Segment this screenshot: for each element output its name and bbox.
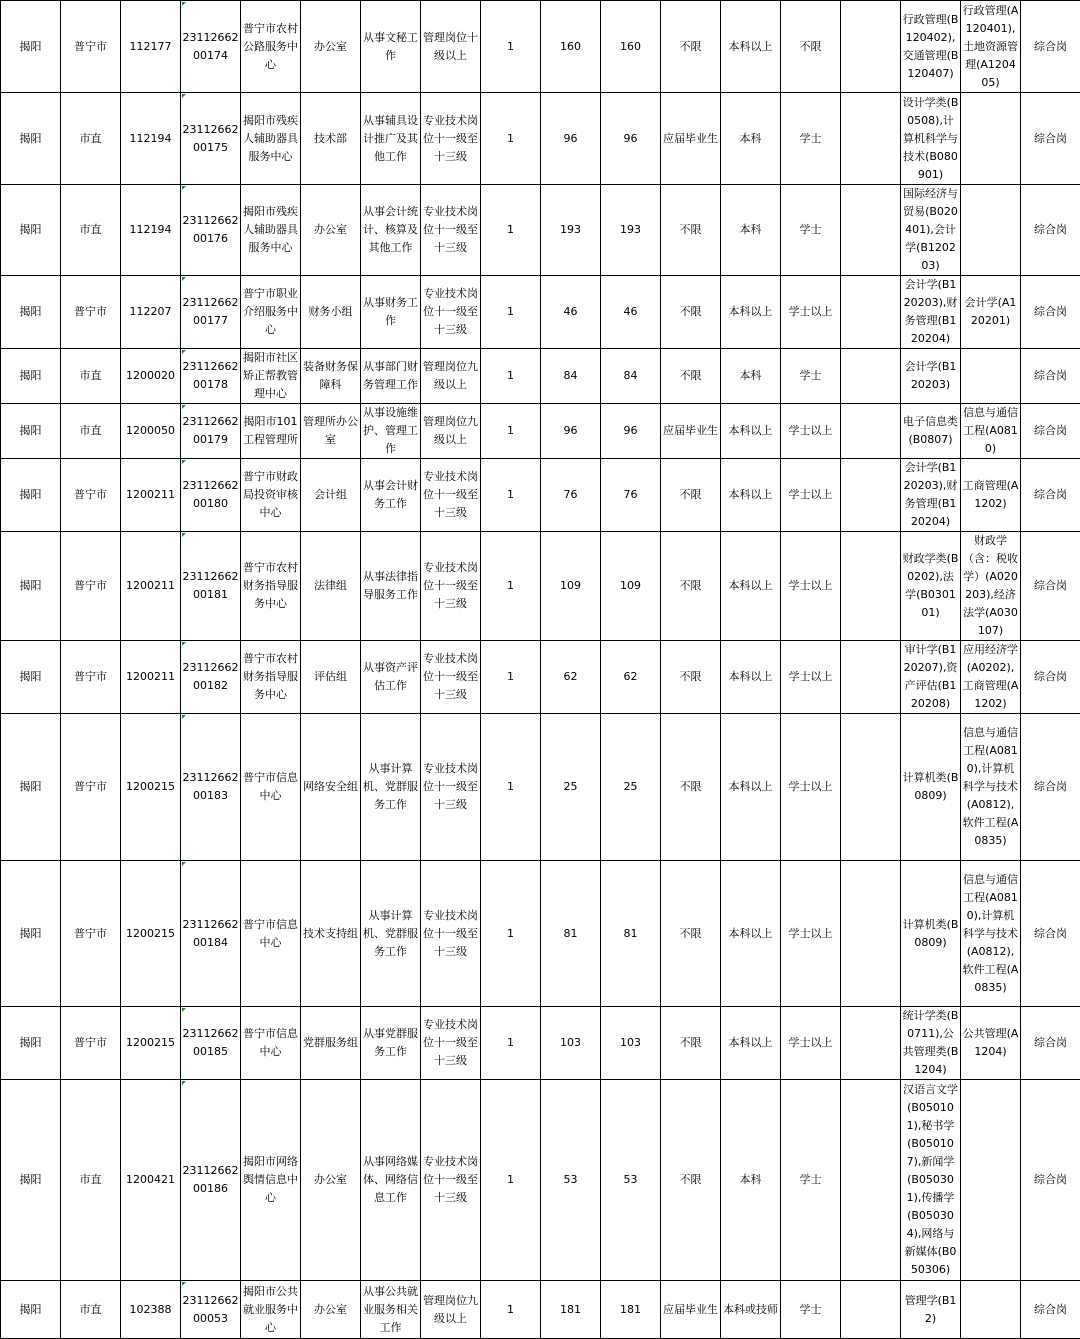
cell-unit-code: 1200215 — [121, 861, 181, 1007]
cell-target: 应届毕业生 — [661, 1281, 721, 1339]
cell-dept: 办公室 — [301, 1281, 361, 1339]
cell-unit-code: 1200215 — [121, 714, 181, 861]
cell-area: 普宁市 — [61, 532, 121, 641]
cell-num: 1 — [481, 641, 541, 714]
cell-level: 专业技术岗位十一级至十三级 — [421, 459, 481, 532]
cell-target: 不限 — [661, 532, 721, 641]
cell-major-a: 公共管理(A1204) — [961, 1007, 1021, 1080]
cell-degree: 学士以上 — [781, 276, 841, 349]
table-row — [1, 532, 1080, 641]
cell-num: 1 — [481, 349, 541, 404]
cell-score2: 76 — [601, 459, 661, 532]
cell-edu: 本科或技师 — [721, 1281, 781, 1339]
cell-num: 1 — [481, 1, 541, 93]
cell-score2: 109 — [601, 532, 661, 641]
cell-category: 综合岗 — [1021, 641, 1080, 714]
cell-dept: 党群服务组 — [301, 1007, 361, 1080]
cell-empty — [841, 404, 901, 459]
cell-edu: 本科 — [721, 1080, 781, 1281]
cell-major-a: 应用经济学(A0202),工商管理(A1202) — [961, 641, 1021, 714]
cell-level: 专业技术岗位十一级至十三级 — [421, 1080, 481, 1281]
cell-major-b: 设计学类(B0508),计算机科学与技术(B080901) — [901, 93, 961, 185]
cell-num: 1 — [481, 459, 541, 532]
cell-unit-code: 112207 — [121, 276, 181, 349]
table-row — [1, 641, 1080, 714]
cell-degree: 学士以上 — [781, 641, 841, 714]
cell-major-a — [961, 349, 1021, 404]
table-row — [1, 1, 1080, 93]
cell-position-code: 2311266200185 — [181, 1007, 241, 1080]
cell-score2: 103 — [601, 1007, 661, 1080]
cell-position-code: 2311266200182 — [181, 641, 241, 714]
cell-major-a: 会计学(A120201) — [961, 276, 1021, 349]
cell-category: 综合岗 — [1021, 1, 1080, 93]
cell-area: 普宁市 — [61, 1, 121, 93]
cell-degree: 学士以上 — [781, 714, 841, 861]
cell-target: 不限 — [661, 349, 721, 404]
cell-empty — [841, 714, 901, 861]
cell-unit: 普宁市农村财务指导服务中心 — [241, 532, 301, 641]
cell-score2: 46 — [601, 276, 661, 349]
cell-category: 综合岗 — [1021, 349, 1080, 404]
cell-city: 揭阳 — [1, 1007, 61, 1080]
cell-target: 不限 — [661, 641, 721, 714]
cell-degree: 学士以上 — [781, 459, 841, 532]
cell-level: 专业技术岗位十一级至十三级 — [421, 185, 481, 276]
cell-unit-code: 1200211 — [121, 459, 181, 532]
cell-unit: 普宁市农村公路服务中心 — [241, 1, 301, 93]
cell-edu: 本科以上 — [721, 861, 781, 1007]
cell-unit-code: 112194 — [121, 185, 181, 276]
cell-empty — [841, 861, 901, 1007]
cell-city: 揭阳 — [1, 1281, 61, 1339]
cell-position-code: 2311266200180 — [181, 459, 241, 532]
cell-empty — [841, 1007, 901, 1080]
cell-unit: 普宁市信息中心 — [241, 861, 301, 1007]
cell-score1: 81 — [541, 861, 601, 1007]
cell-level: 专业技术岗位十一级至十三级 — [421, 641, 481, 714]
cell-position-code: 2311266200184 — [181, 861, 241, 1007]
cell-duty: 从事公共就业服务相关工作 — [361, 1281, 421, 1339]
cell-target: 不限 — [661, 1, 721, 93]
cell-num: 1 — [481, 1080, 541, 1281]
cell-dept: 办公室 — [301, 1080, 361, 1281]
cell-city: 揭阳 — [1, 349, 61, 404]
cell-score2: 81 — [601, 861, 661, 1007]
cell-duty: 从事计算机、党群服务工作 — [361, 714, 421, 861]
cell-category: 综合岗 — [1021, 1281, 1080, 1339]
cell-unit: 普宁市财政局投资审核中心 — [241, 459, 301, 532]
cell-edu: 本科以上 — [721, 641, 781, 714]
cell-dept: 办公室 — [301, 185, 361, 276]
cell-level: 管理岗位九级以上 — [421, 1281, 481, 1339]
cell-major-b: 行政管理(B120402),交通管理(B120407) — [901, 1, 961, 93]
cell-position-code: 2311266200186 — [181, 1080, 241, 1281]
table-row — [1, 1007, 1080, 1080]
cell-major-a: 工商管理(A1202) — [961, 459, 1021, 532]
cell-duty: 从事网络媒体、网络信息工作 — [361, 1080, 421, 1281]
cell-major-b: 财政学类(B0202),法学(B030101) — [901, 532, 961, 641]
cell-edu: 本科以上 — [721, 532, 781, 641]
cell-num: 1 — [481, 861, 541, 1007]
cell-unit-code: 1200211 — [121, 641, 181, 714]
cell-empty — [841, 532, 901, 641]
cell-position-code: 2311266200176 — [181, 185, 241, 276]
cell-unit-code: 112194 — [121, 93, 181, 185]
cell-major-a — [961, 185, 1021, 276]
cell-score1: 76 — [541, 459, 601, 532]
cell-duty: 从事文秘工作 — [361, 1, 421, 93]
cell-city: 揭阳 — [1, 404, 61, 459]
cell-area: 普宁市 — [61, 641, 121, 714]
table-row — [1, 404, 1080, 459]
cell-duty: 从事法律指导服务工作 — [361, 532, 421, 641]
cell-target: 不限 — [661, 185, 721, 276]
cell-major-a: 信息与通信工程(A0810),计算机科学与技术(A0812),软件工程(A0835) — [961, 714, 1021, 861]
cell-unit-code: 1200215 — [121, 1007, 181, 1080]
cell-num: 1 — [481, 185, 541, 276]
cell-score2: 181 — [601, 1281, 661, 1339]
cell-dept: 技术部 — [301, 93, 361, 185]
table-row — [1, 185, 1080, 276]
cell-dept: 管理所办公室 — [301, 404, 361, 459]
cell-unit: 揭阳市社区矫正帮教管理中心 — [241, 349, 301, 404]
cell-target: 不限 — [661, 459, 721, 532]
cell-major-b: 审计学(B120207),资产评估(B120208) — [901, 641, 961, 714]
cell-city: 揭阳 — [1, 532, 61, 641]
cell-unit-code: 1200020 — [121, 349, 181, 404]
cell-major-b: 国际经济与贸易(B020401),会计学(B120203) — [901, 185, 961, 276]
cell-unit: 普宁市信息中心 — [241, 1007, 301, 1080]
cell-num: 1 — [481, 1007, 541, 1080]
cell-dept: 法律组 — [301, 532, 361, 641]
cell-score1: 103 — [541, 1007, 601, 1080]
cell-area: 市直 — [61, 93, 121, 185]
cell-area: 市直 — [61, 349, 121, 404]
table-row — [1, 93, 1080, 185]
cell-score2: 96 — [601, 93, 661, 185]
cell-degree: 学士以上 — [781, 861, 841, 1007]
cell-edu: 本科 — [721, 185, 781, 276]
cell-area: 市直 — [61, 404, 121, 459]
cell-major-a: 信息与通信工程(A0810),计算机科学与技术(A0812),软件工程(A0835) — [961, 861, 1021, 1007]
cell-degree: 学士以上 — [781, 532, 841, 641]
cell-major-b: 会计学(B120203),财务管理(B120204) — [901, 276, 961, 349]
cell-major-b: 电子信息类(B0807) — [901, 404, 961, 459]
cell-area: 普宁市 — [61, 459, 121, 532]
cell-level: 专业技术岗位十一级至十三级 — [421, 93, 481, 185]
cell-major-b: 计算机类(B0809) — [901, 714, 961, 861]
cell-position-code: 2311266200179 — [181, 404, 241, 459]
cell-major-a: 信息与通信工程(A0810) — [961, 404, 1021, 459]
cell-score1: 53 — [541, 1080, 601, 1281]
table-row — [1, 1281, 1080, 1339]
cell-empty — [841, 276, 901, 349]
cell-position-code: 2311266200174 — [181, 1, 241, 93]
cell-city: 揭阳 — [1, 93, 61, 185]
cell-unit-code: 1200421 — [121, 1080, 181, 1281]
cell-level: 管理岗位九级以上 — [421, 349, 481, 404]
cell-score1: 96 — [541, 404, 601, 459]
cell-unit: 揭阳市101工程管理所 — [241, 404, 301, 459]
cell-level: 专业技术岗位十一级至十三级 — [421, 1007, 481, 1080]
table-row — [1, 1080, 1080, 1281]
cell-category: 综合岗 — [1021, 714, 1080, 861]
cell-num: 1 — [481, 714, 541, 861]
cell-level: 专业技术岗位十一级至十三级 — [421, 861, 481, 1007]
cell-score1: 181 — [541, 1281, 601, 1339]
cell-category: 综合岗 — [1021, 1080, 1080, 1281]
cell-dept: 办公室 — [301, 1, 361, 93]
cell-area: 普宁市 — [61, 1007, 121, 1080]
cell-target: 不限 — [661, 1007, 721, 1080]
cell-edu: 本科以上 — [721, 459, 781, 532]
cell-city: 揭阳 — [1, 714, 61, 861]
cell-target: 应届毕业生 — [661, 404, 721, 459]
cell-level: 专业技术岗位十一级至十三级 — [421, 532, 481, 641]
cell-city: 揭阳 — [1, 276, 61, 349]
cell-edu: 本科以上 — [721, 276, 781, 349]
cell-dept: 网络安全组 — [301, 714, 361, 861]
cell-category: 综合岗 — [1021, 459, 1080, 532]
cell-score1: 62 — [541, 641, 601, 714]
cell-degree: 学士 — [781, 1080, 841, 1281]
cell-major-b: 计算机类(B0809) — [901, 861, 961, 1007]
cell-score2: 96 — [601, 404, 661, 459]
cell-degree: 学士 — [781, 349, 841, 404]
cell-num: 1 — [481, 276, 541, 349]
cell-duty: 从事资产评估工作 — [361, 641, 421, 714]
cell-duty: 从事设施维护、管理工作 — [361, 404, 421, 459]
cell-major-b: 管理学(B12) — [901, 1281, 961, 1339]
cell-major-a — [961, 93, 1021, 185]
cell-score1: 25 — [541, 714, 601, 861]
cell-position-code: 2311266200178 — [181, 349, 241, 404]
cell-score1: 46 — [541, 276, 601, 349]
cell-empty — [841, 349, 901, 404]
cell-category: 综合岗 — [1021, 276, 1080, 349]
cell-duty: 从事会计财务工作 — [361, 459, 421, 532]
cell-target: 不限 — [661, 714, 721, 861]
cell-score2: 160 — [601, 1, 661, 93]
cell-target: 不限 — [661, 861, 721, 1007]
cell-edu: 本科以上 — [721, 1007, 781, 1080]
cell-duty: 从事辅具设计推广及其他工作 — [361, 93, 421, 185]
cell-degree: 学士 — [781, 1281, 841, 1339]
cell-position-code: 2311266200181 — [181, 532, 241, 641]
cell-score2: 62 — [601, 641, 661, 714]
table-row — [1, 276, 1080, 349]
cell-edu: 本科以上 — [721, 1, 781, 93]
cell-city: 揭阳 — [1, 1080, 61, 1281]
cell-area: 普宁市 — [61, 861, 121, 1007]
cell-empty — [841, 641, 901, 714]
cell-city: 揭阳 — [1, 861, 61, 1007]
cell-num: 1 — [481, 93, 541, 185]
cell-score1: 84 — [541, 349, 601, 404]
cell-major-b: 会计学(B120203) — [901, 349, 961, 404]
cell-duty: 从事会计统计、核算及其他工作 — [361, 185, 421, 276]
cell-dept: 技术支持组 — [301, 861, 361, 1007]
cell-dept: 会计组 — [301, 459, 361, 532]
cell-major-b: 会计学(B120203),财务管理(B120204) — [901, 459, 961, 532]
cell-score2: 25 — [601, 714, 661, 861]
cell-category: 综合岗 — [1021, 93, 1080, 185]
cell-duty: 从事党群服务工作 — [361, 1007, 421, 1080]
cell-level: 管理岗位十级以上 — [421, 1, 481, 93]
cell-edu: 本科以上 — [721, 714, 781, 861]
cell-area: 普宁市 — [61, 276, 121, 349]
cell-area: 市直 — [61, 1080, 121, 1281]
cell-num: 1 — [481, 532, 541, 641]
cell-area: 市直 — [61, 1281, 121, 1339]
cell-degree: 学士以上 — [781, 1007, 841, 1080]
cell-dept: 财务小组 — [301, 276, 361, 349]
cell-unit-code: 102388 — [121, 1281, 181, 1339]
cell-dept: 评估组 — [301, 641, 361, 714]
table-row — [1, 459, 1080, 532]
cell-unit: 普宁市农村财务指导服务中心 — [241, 641, 301, 714]
cell-num: 1 — [481, 1281, 541, 1339]
cell-score1: 96 — [541, 93, 601, 185]
cell-category: 综合岗 — [1021, 1007, 1080, 1080]
cell-unit-code: 112177 — [121, 1, 181, 93]
cell-edu: 本科 — [721, 349, 781, 404]
cell-unit: 揭阳市残疾人辅助器具服务中心 — [241, 93, 301, 185]
cell-num: 1 — [481, 404, 541, 459]
cell-target: 不限 — [661, 1080, 721, 1281]
cell-unit-code: 1200050 — [121, 404, 181, 459]
cell-position-code: 2311266200175 — [181, 93, 241, 185]
cell-area: 市直 — [61, 185, 121, 276]
cell-unit: 普宁市信息中心 — [241, 714, 301, 861]
cell-level: 管理岗位九级以上 — [421, 404, 481, 459]
cell-duty: 从事财务工作 — [361, 276, 421, 349]
cell-score1: 109 — [541, 532, 601, 641]
cell-edu: 本科以上 — [721, 404, 781, 459]
cell-unit: 揭阳市残疾人辅助器具服务中心 — [241, 185, 301, 276]
cell-target: 不限 — [661, 276, 721, 349]
cell-duty: 从事部门财务管理工作 — [361, 349, 421, 404]
cell-unit: 揭阳市公共就业服务中心 — [241, 1281, 301, 1339]
cell-major-a — [961, 1080, 1021, 1281]
cell-position-code: 2311266200177 — [181, 276, 241, 349]
cell-score2: 84 — [601, 349, 661, 404]
cell-major-b: 汉语言文学(B050101),秘书学(B050107),新闻学(B050301),传播学(B050304),网络与新媒体(B050306) — [901, 1080, 961, 1281]
cell-degree: 学士以上 — [781, 404, 841, 459]
cell-degree: 学士 — [781, 93, 841, 185]
cell-area: 普宁市 — [61, 714, 121, 861]
cell-position-code: 2311266200053 — [181, 1281, 241, 1339]
cell-duty: 从事计算机、党群服务工作 — [361, 861, 421, 1007]
cell-major-b: 统计学类(B0711),公共管理类(B1204) — [901, 1007, 961, 1080]
cell-category: 综合岗 — [1021, 861, 1080, 1007]
table-row — [1, 714, 1080, 861]
cell-city: 揭阳 — [1, 459, 61, 532]
cell-score1: 193 — [541, 185, 601, 276]
cell-position-code: 2311266200183 — [181, 714, 241, 861]
cell-category: 综合岗 — [1021, 185, 1080, 276]
table-row — [1, 861, 1080, 1007]
cell-empty — [841, 93, 901, 185]
cell-empty — [841, 459, 901, 532]
cell-degree: 学士 — [781, 185, 841, 276]
table-row — [1, 349, 1080, 404]
cell-unit-code: 1200211 — [121, 532, 181, 641]
cell-empty — [841, 1080, 901, 1281]
cell-category: 综合岗 — [1021, 532, 1080, 641]
cell-city: 揭阳 — [1, 185, 61, 276]
cell-empty — [841, 1281, 901, 1339]
cell-empty — [841, 185, 901, 276]
cell-unit: 揭阳市网络舆情信息中心 — [241, 1080, 301, 1281]
cell-city: 揭阳 — [1, 1, 61, 93]
cell-empty — [841, 1, 901, 93]
cell-level: 专业技术岗位十一级至十三级 — [421, 714, 481, 861]
cell-target: 应届毕业生 — [661, 93, 721, 185]
cell-degree: 不限 — [781, 1, 841, 93]
cell-edu: 本科 — [721, 93, 781, 185]
cell-city: 揭阳 — [1, 641, 61, 714]
cell-major-a — [961, 1281, 1021, 1339]
cell-score2: 53 — [601, 1080, 661, 1281]
cell-major-a: 财政学（含：税收学）(A020203),经济法学(A030107) — [961, 532, 1021, 641]
cell-level: 专业技术岗位十一级至十三级 — [421, 276, 481, 349]
cell-score1: 160 — [541, 1, 601, 93]
cell-dept: 装备财务保障科 — [301, 349, 361, 404]
cell-major-a: 行政管理(A120401),土地资源管理(A120405) — [961, 1, 1021, 93]
cell-category: 综合岗 — [1021, 404, 1080, 459]
cell-unit: 普宁市职业介绍服务中心 — [241, 276, 301, 349]
cell-score2: 193 — [601, 185, 661, 276]
